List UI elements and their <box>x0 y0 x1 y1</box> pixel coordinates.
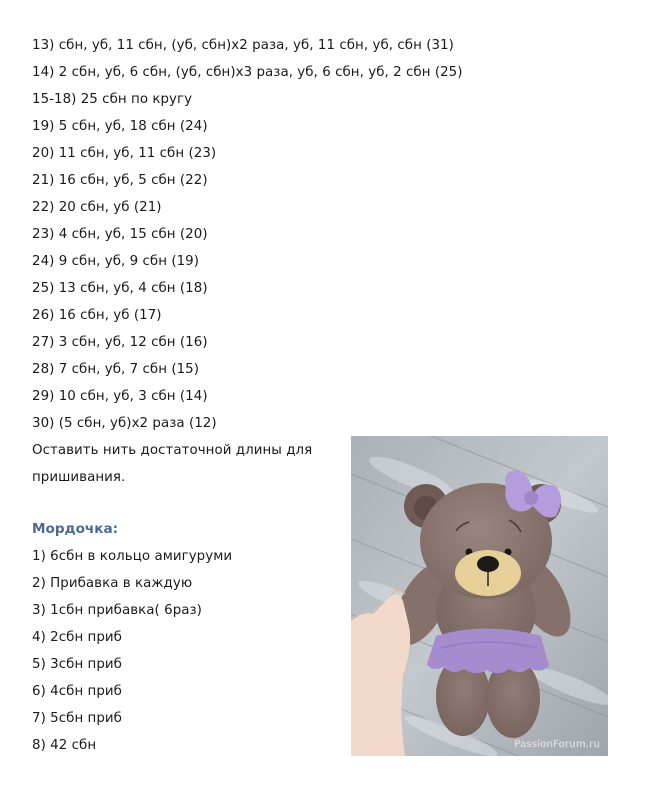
teddy-bear-photo <box>351 436 608 756</box>
muzzle-row-4: 4) 2сбн приб <box>32 630 122 645</box>
row-13: 13) сбн, уб, 11 сбн, (уб, сбн)х2 раза, уб, 11 сбн, уб, сбн (31) <box>32 38 454 53</box>
row-30: 30) (5 сбн, уб)х2 раза (12) <box>32 416 217 431</box>
row-24: 24) 9 сбн, уб, 9 сбн (19) <box>32 254 200 269</box>
watermark: PassionForum.ru <box>514 739 600 750</box>
row-19: 19) 5 сбн, уб, 18 сбн (24) <box>32 119 208 134</box>
muzzle-row-5: 5) 3сбн приб <box>32 657 122 672</box>
finish-note-line-1: Оставить нить достаточной длины для <box>32 443 313 458</box>
row-27: 27) 3 сбн, уб, 12 сбн (16) <box>32 335 208 350</box>
muzzle-row-7: 7) 5сбн приб <box>32 711 122 726</box>
muzzle-row-6: 6) 4сбн приб <box>32 684 122 699</box>
row-21: 21) 16 сбн, уб, 5 сбн (22) <box>32 173 208 188</box>
muzzle-row-8: 8) 42 сбн <box>32 738 97 753</box>
muzzle-row-3: 3) 1сбн прибавка( 6раз) <box>32 603 202 618</box>
row-28: 28) 7 сбн, уб, 7 сбн (15) <box>32 362 200 377</box>
muzzle-row-2: 2) Прибавка в каждую <box>32 576 193 591</box>
row-20: 20) 11 сбн, уб, 11 сбн (23) <box>32 146 217 161</box>
finish-note-line-2: пришивания. <box>32 470 126 485</box>
row-23: 23) 4 сбн, уб, 15 сбн (20) <box>32 227 208 242</box>
row-26: 26) 16 сбн, уб (17) <box>32 308 162 323</box>
muzzle-heading: Мордочка: <box>32 521 119 537</box>
row-14: 14) 2 сбн, уб, 6 сбн, (уб, сбн)х3 раза, уб, 6 сбн, уб, 2 сбн (25) <box>32 65 463 80</box>
row-29: 29) 10 сбн, уб, 3 сбн (14) <box>32 389 208 404</box>
row-15-18: 15-18) 25 сбн по кругу <box>32 92 193 107</box>
row-25: 25) 13 сбн, уб, 4 сбн (18) <box>32 281 208 296</box>
muzzle-row-1: 1) 6сбн в кольцо амигуруми <box>32 549 233 564</box>
row-22: 22) 20 сбн, уб (21) <box>32 200 162 215</box>
